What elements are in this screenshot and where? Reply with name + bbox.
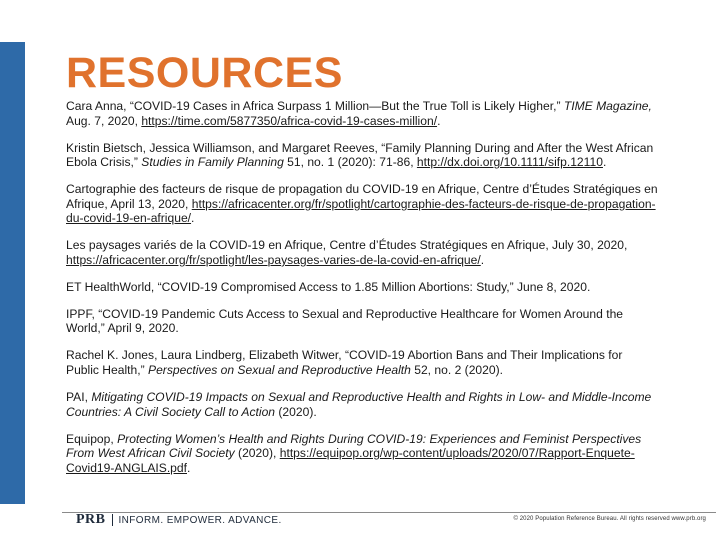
reference-details: 51, no. 1 (2020): 71-86, [283,155,417,170]
prb-logo: PRB [76,512,106,527]
reference-item [66,348,658,377]
reference-text: Rachel K. Jones, Laura Lindberg, Elizabeth Witwer, “COVID-19 Abortion Bans and Their Implications for Public Health,” [66,348,623,378]
reference-details: (2020). [275,404,317,419]
reference-details: Aug. 7, 2020, [66,113,142,128]
reference-text: Les paysages variés de la COVID-19 en Afrique, Centre d’Études Stratégiques en Afrique, July 30, 2020, [66,238,628,253]
reference-link[interactable]: https://time.com/5877350/africa-covid-19-cases-million/ [141,113,438,128]
reference-text: Cara Anna, “COVID-19 Cases in Africa Surpass 1 Million—But the True Toll is Likely Higher,” [66,99,564,113]
reference-link[interactable]: http://dx.doi.org/10.1111/sifp.12110 [416,155,603,170]
reference-text: Kristin Bietsch, Jessica Williamson, and Margaret Reeves, “Family Planning During and After the West African Ebola Crisis,” [66,140,654,170]
reference-end: . [191,211,195,226]
reference-text: PAI, [66,390,92,405]
reference-item [66,280,658,295]
reference-end: . [602,155,607,170]
reference-item [66,99,658,128]
reference-details: (2020), [234,446,280,461]
reference-publication: TIME Magazine, [563,99,652,113]
reference-link[interactable]: https://africacenter.org/fr/spotlight/les-paysages-varies-de-la-covid-en-afrique/ [66,252,481,267]
reference-item [66,307,658,336]
reference-item [66,141,658,170]
reference-end: . [187,460,191,475]
logo-separator [112,514,113,526]
reference-text: ET HealthWorld, “COVID-19 Compromised Access to 1.85 Million Abortions: Study,” June 8, 2020. [66,279,591,294]
reference-item [66,238,658,267]
reference-publication: Protecting Women’s Health and Rights During COVID-19: Experiences and Feminist Perspectives From West African Civil Society [66,431,642,461]
reference-publication: Perspectives on Sexual and Reproductive Health [148,363,411,378]
reference-link[interactable]: https://africacenter.org/fr/spotlight/cartographie-des-facteurs-de-risque-de-propagation-du-covid-19-en-afrique/ [66,196,656,226]
reference-text: Cartographie des facteurs de risque de propagation du COVID-19 en Afrique, Centre d’Études Stratégiques en Afrique, April 13, 2020, [66,182,658,211]
reference-text: IPPF, “COVID-19 Pandemic Cuts Access to Sexual and Reproductive Healthcare for Women Around the World,” April 9, 2020. [66,306,624,336]
reference-publication: Studies in Family Planning [141,155,284,170]
reference-item [66,182,658,226]
reference-end: . [437,113,441,128]
left-accent-bar [0,42,25,504]
reference-list [66,99,658,488]
copyright-notice: © 2020 Population Reference Bureau. All rights reserved www.prb.org [513,516,706,522]
reference-details: 52, no. 2 (2020). [410,363,503,378]
reference-end: . [480,252,485,267]
footer-logo [76,513,282,527]
reference-item [66,390,658,419]
page-title: RESOURCES [66,49,343,97]
logo-tagline: INFORM. EMPOWER. ADVANCE. [118,514,282,526]
reference-publication: Mitigating COVID-19 Impacts on Sexual and Reproductive Health and Rights in Low- and Middle-Income Countries: A Civil Society Call to Action [66,390,652,419]
reference-item [66,432,658,476]
reference-link[interactable]: https://equipop.org/wp-content/uploads/2020/07/Rapport-Enquete-Covid19-ANGLAIS.pdf [66,446,635,475]
reference-text: Equipop, [66,431,118,446]
